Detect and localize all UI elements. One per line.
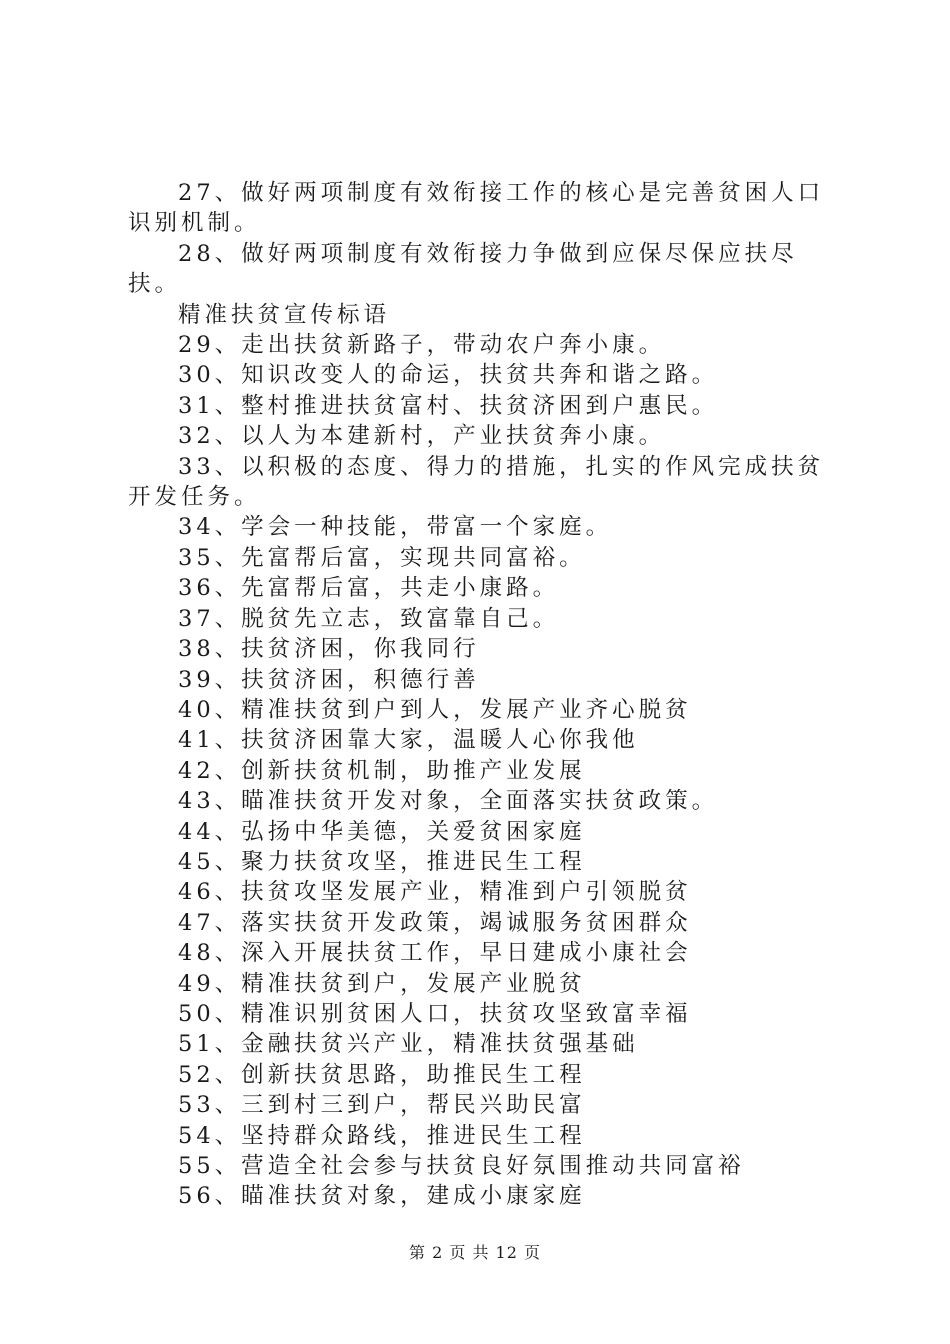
paragraph: 35、先富帮后富，实现共同富裕。 <box>178 544 586 571</box>
paragraph: 43、瞄准扶贫开发对象，全面落实扶贫政策。 <box>178 788 719 815</box>
paragraph: 27、做好两项制度有效衔接工作的核心是完善贫困人口识别机制。 <box>128 180 825 237</box>
paragraph: 41、扶贫济困靠大家，温暖人心你我他 <box>178 727 639 754</box>
paragraph: 53、三到村三到户，帮民兴助民富 <box>178 1092 586 1119</box>
paragraph: 55、营造全社会参与扶贫良好氛围推动共同富裕 <box>178 1153 745 1179</box>
paragraph: 47、落实扶贫开发政策，竭诚服务贫困群众 <box>178 909 692 936</box>
paragraph: 46、扶贫攻坚发展产业，精准到户引领脱贫 <box>178 879 692 906</box>
paragraph: 37、脱贫先立志，致富靠自己。 <box>178 605 560 632</box>
paragraph: 40、精准扶贫到户到人，发展产业齐心脱贫 <box>178 696 692 723</box>
paragraph: 49、精准扶贫到户，发展产业脱贫 <box>178 970 586 997</box>
paragraph: 50、精准识别贫困人口，扶贫攻坚致富幸福 <box>178 1000 692 1027</box>
paragraph: 29、走出扶贫新路子，带动农户奔小康。 <box>178 332 666 359</box>
paragraph: 44、弘扬中华美德，关爱贫困家庭 <box>178 818 586 845</box>
paragraph: 45、聚力扶贫攻坚，推进民生工程 <box>178 848 586 875</box>
paragraph: 38、扶贫济困，你我同行 <box>178 636 480 663</box>
paragraph: 28、做好两项制度有效衔接力争做到应保尽保应扶尽扶。 <box>128 240 798 298</box>
document-body <box>128 178 834 1212</box>
page-number-label: 第 2 页 共 12 页 <box>409 1243 541 1262</box>
paragraph: 56、瞄准扶贫对象，建成小康家庭 <box>178 1183 586 1210</box>
paragraph: 34、学会一种技能，带富一个家庭。 <box>178 514 613 541</box>
paragraph: 36、先富帮后富，共走小康路。 <box>178 575 560 602</box>
paragraph: 32、以人为本建新村，产业扶贫奔小康。 <box>178 423 666 450</box>
section-heading: 精准扶贫宣传标语 <box>178 301 391 328</box>
paragraph: 48、深入开展扶贫工作，早日建成小康社会 <box>178 940 692 967</box>
paragraph: 30、知识改变人的命运，扶贫共奔和谐之路。 <box>178 362 719 389</box>
paragraph: 31、整村推进扶贫富村、扶贫济困到户惠民。 <box>178 392 719 419</box>
paragraph: 51、金融扶贫兴产业，精准扶贫强基础 <box>178 1031 639 1058</box>
page-footer <box>0 1240 950 1263</box>
paragraph: 52、创新扶贫思路，助推民生工程 <box>178 1061 586 1088</box>
paragraph: 39、扶贫济困，积德行善 <box>178 666 480 693</box>
paragraph: 33、以积极的态度、得力的措施，扎实的作风完成扶贫开发任务。 <box>128 453 825 511</box>
paragraph: 42、创新扶贫机制，助推产业发展 <box>178 757 586 784</box>
paragraph: 54、坚持群众路线，推进民生工程 <box>178 1122 586 1149</box>
